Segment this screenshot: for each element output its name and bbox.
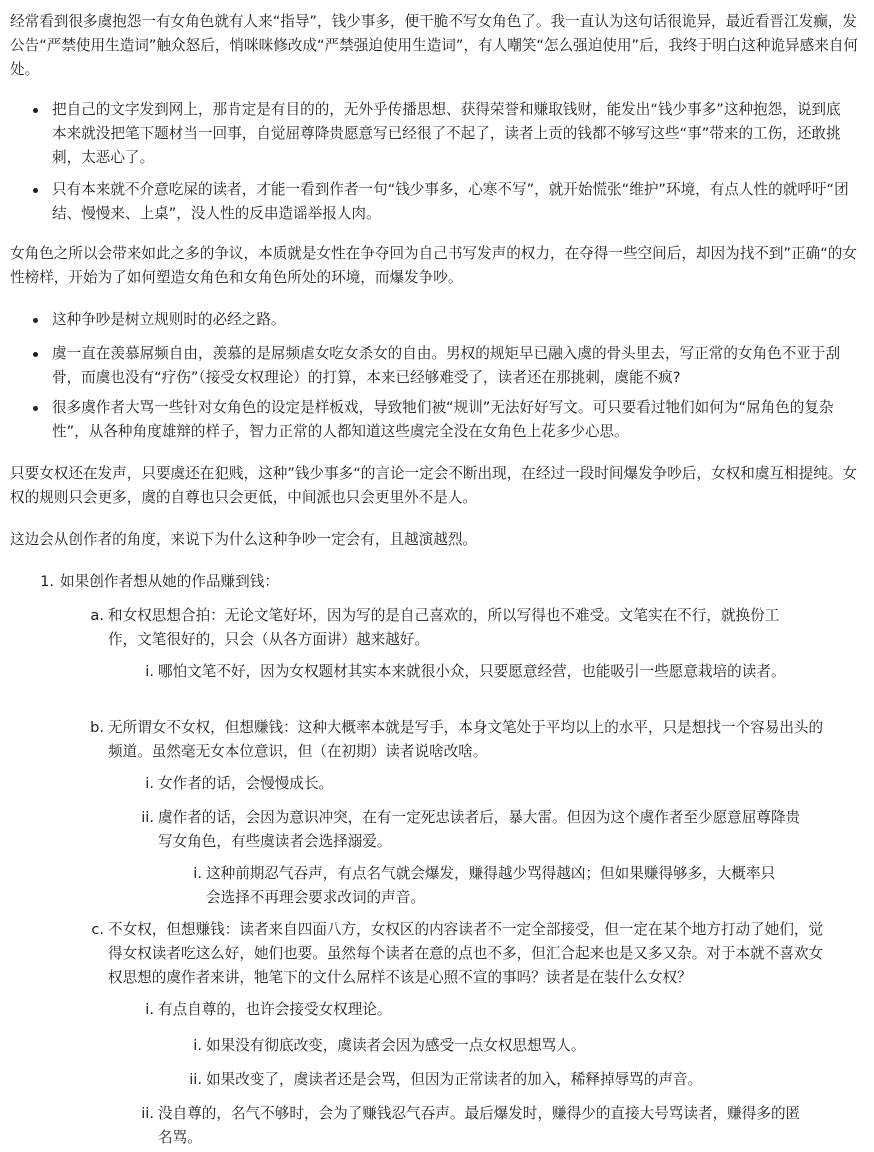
outline-text: 这种前期忍气吞声，有点名气就会爆发，赚得越少骂得越凶；但如果赚得够多，大概率只会选择不再理会要求改词的声音。	[206, 865, 776, 906]
outline-item	[145, 772, 788, 796]
outline-marker: i.	[193, 1037, 202, 1054]
outline-text: 无所谓女不女权，但想赚钱：这种大概率本就是写手，本身文笔处于平均以上的水平，只是想找一个容易出头的频道。虽然毫无女本位意识，但（在初期）读者说啥改啥。	[108, 719, 824, 760]
outline-item	[145, 998, 788, 1022]
outline-item	[141, 1102, 808, 1150]
outline-item	[145, 660, 788, 684]
outline-item	[193, 1034, 806, 1058]
bullet-item: 很多虞作者大骂一些针对女角色的设定是样板戏，导致牠们被“规训”无法好好写文。可只要看过牠们如何为“屌角色的复杂性”，从各种角度雄辩的样子，智力正常的人都知道这些虞完全没在女角色上花多少心思。	[52, 396, 852, 444]
outline-text: 和女权思想合拍：无论文笔好坏，因为写的是自己喜欢的，所以写得也不难受。文笔实在不行，就换份工作，文笔很好的，只会（从各方面讲）越来越好。	[108, 607, 780, 648]
outline-item	[189, 1068, 806, 1092]
outline-text: 如果改变了，虞读者还是会骂，但因为正常读者的加入，稀释掉辱骂的声音。	[206, 1071, 703, 1088]
outline-text: 虞作者的话，会因为意识冲突，在有一定死忠读者后，暴大雷。但因为这个虞作者至少愿意屈尊降贵写女角色，有些虞读者会选择溺爱。	[158, 809, 801, 850]
outline-marker: b.	[90, 719, 104, 736]
outline-marker: i.	[145, 663, 154, 680]
outline-text: 如果没有彻底改变，虞读者会因为感受一点女权思想骂人。	[206, 1037, 586, 1054]
outline-item	[90, 604, 808, 652]
bullet-item: 这种争吵是树立规则时的必经之路。	[52, 308, 852, 332]
outline-marker: a.	[90, 607, 104, 624]
outline-text: 有点自尊的，也许会接受女权理论。	[158, 1001, 392, 1018]
outline-marker: i.	[193, 865, 202, 882]
outline-item	[141, 806, 808, 854]
intro-paragraph: 经常看到很多虞抱怨一有女角色就有人来“指导”，钱少事多，便干脆不写女角色了。我一直认为这句话很诡异，最近看晋江发癫，发公告“严禁使用生造词”触众怒后，悄咪咪修改成“严禁强迫使用生造词”，有人嘲笑“怎么强迫使用”后，我终于明白这种诡异感来自何处。	[10, 13, 859, 78]
outline-item	[90, 716, 830, 764]
outline-text: 没自尊的，名气不够时，会为了赚钱忍气吞声。最后爆发时，赚得少的直接大号骂读者，赚得多的匿名骂。	[158, 1105, 801, 1146]
outline-text: 如果创作者想从她的作品赚到钱：	[60, 573, 279, 590]
outline-marker: i.	[145, 775, 154, 792]
body-paragraph: 女角色之所以会带来如此之多的争议，本质就是女性在争夺回为自己书写发声的权力，在夺得一些空间后，却因为找不到”正确“的女性榜样，开始为了如何塑造女角色和女角色所处的环境，而爆发争吵。	[10, 245, 857, 286]
outline-item	[40, 570, 850, 594]
outline-text: 哪怕文笔不好，因为女权题材其实本来就很小众，只要愿意经营，也能吸引一些愿意栽培的读者。	[158, 663, 786, 680]
outline-marker: ii.	[141, 1105, 154, 1122]
body-paragraph: 只要女权还在发声，只要虞还在犯贱，这种”钱少事多“的言论一定会不断出现，在经过一段时间爆发争吵后，女权和虞互相提纯。女权的规则只会更多，虞的自尊也只会更低，中间派也只会更里外不是人。	[10, 465, 857, 506]
outline-marker: ii.	[189, 1071, 202, 1088]
outline-marker: ii.	[141, 809, 154, 826]
bullet-item: 只有本来就不介意吃屎的读者，才能一看到作者一句“钱少事多，心寒不写”，就开始慌张“维护”环境，有点人性的就呼吁“团结、慢慢来、上桌”，没人性的反串造谣举报人肉。	[52, 178, 852, 226]
bullet-item: 把自己的文字发到网上，那肯定是有目的的，无外乎传播思想、获得荣誉和赚取钱财，能发出“钱少事多”这种抱怨，说到底本来就没把笔下题材当一回事，自觉屈尊降贵愿意写已经很了不起了，读者上贡的钱都不够写这些“事”带来的工伤，还敢挑刺，太恶心了。	[52, 98, 852, 170]
outline-marker: 1.	[40, 573, 54, 590]
outline-marker: i.	[145, 1001, 154, 1018]
outline-text: 不女权，但想赚钱：读者来自四面八方，女权区的内容读者不一定全部接受，但一定在某个地方打动了她们，觉得女权读者吃这么好，她们也要。虽然每个读者在意的点也不多，但汇合起来也是又多又杂。对于本就不喜欢女权思想的虞作者来讲，牠笔下的文什么屌样不该是心照不宣的事吗？读者是在装什么女权？	[108, 921, 824, 986]
bullet-item: 虞一直在羡慕屌频自由，羡慕的是屌频虐女吃女杀女的自由。男权的规矩早已融入虞的骨头里去，写正常的女角色不亚于刮骨，而虞也没有“疗伤”（接受女权理论）的打算，本来已经够难受了，读者还在那挑刺，虞能不疯?	[52, 342, 852, 390]
body-paragraph: 这边会从创作者的角度，来说下为什么这种争吵一定会有，且越演越烈。	[10, 531, 478, 548]
outline-item	[91, 918, 833, 990]
outline-marker: c.	[91, 921, 104, 938]
outline-item	[193, 862, 786, 910]
outline-text: 女作者的话，会慢慢成长。	[158, 775, 334, 792]
